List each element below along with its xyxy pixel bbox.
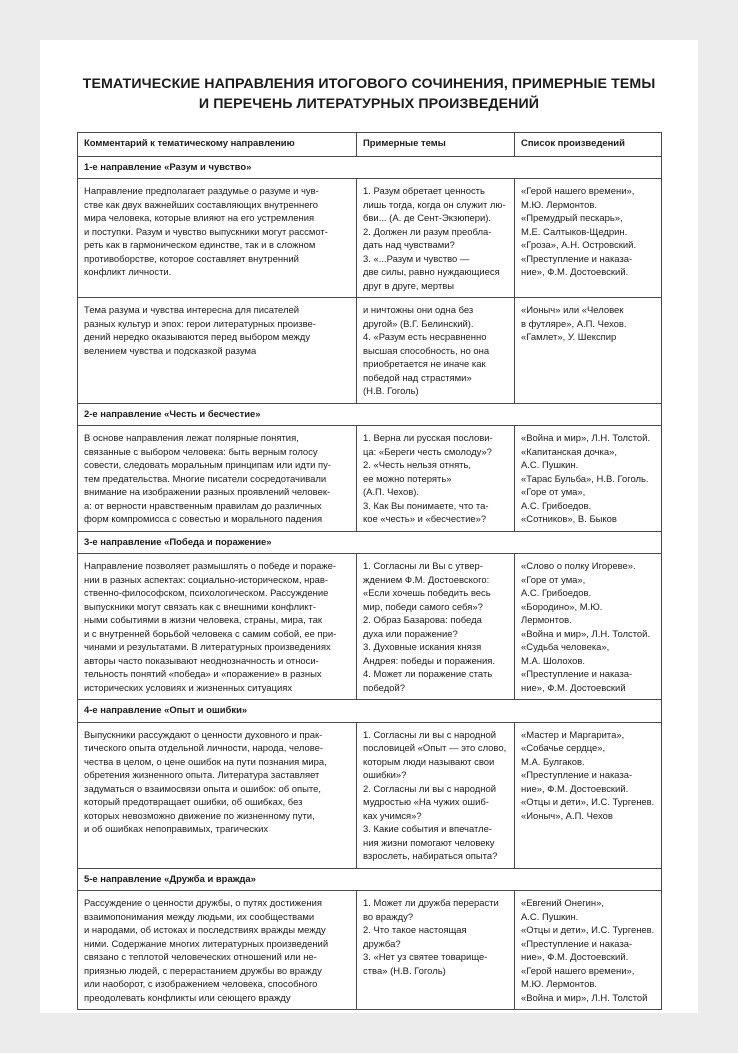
works-cell: «Мастер и Маргарита», «Собачье сердце», М.А. Булгаков. «Преступление и наказа- ние», Ф.М. Достоевский. «Отцы и дети», И.С. Тургенев. «Ионыч», А.П. Чехов: [515, 722, 662, 868]
topics-cell: 1. Верна ли русская послови- ца: «Береги честь смолоду»? 2. «Честь нельзя отнять, ее можно потерять» (А.П. Чехов). 3. Как Вы понимаете, что та- кое «честь» и «бесчестие»?: [357, 426, 515, 532]
section-title: 1-е направление «Разум и чувство»: [78, 156, 662, 179]
works-cell: «Герой нашего времени», М.Ю. Лермонтов. «Премудрый пескарь», М.Е. Салтыков-Щедрин. «Гроза», А.Н. Островский. «Преступление и наказа- ние», Ф.М. Достоевский.: [515, 179, 662, 298]
topics-cell: и ничтожны они одна без другой» (В.Г. Белинский). 4. «Разум есть несравненно высшая способность, но она приобретается не иначе как победой над страстями» (Н.В. Гоголь): [357, 298, 515, 404]
title-line-1: ТЕМАТИЧЕСКИЕ НАПРАВЛЕНИЯ ИТОГОВОГО СОЧИНЕНИЯ, ПРИМЕРНЫЕ ТЕМЫ: [82, 76, 656, 92]
comment-cell: Рассуждение о ценности дружбы, о путях достижения взаимопонимания между людьми, их сообществами и народами, об истоках и последствиях вражды между ними. Содержание многих литературных произведений связано с теплотой человеческих отношений или не- приязнью людей, с перерастанием дружбы во вражду или наоборот, с изображением человека, способного преодолевать конфликты или сеющего вражду: [78, 891, 357, 1010]
document-page: [40, 40, 698, 1013]
works-cell: «Слово о полку Игореве». «Горе от ума», А.С. Грибоедов. «Бородино», М.Ю. Лермонтов. «Война и мир», Л.Н. Толстой. «Судьба человека», М.А. Шолохов. «Преступление и наказа- ние», Ф.М. Достоевский: [515, 554, 662, 700]
topics-cell: 1. Может ли дружба перерасти во вражду? 2. Что такое настоящая дружба? 3. «Нет уз святее товарище- ства» (Н.В. Гоголь): [357, 891, 515, 1010]
title-line-2: И ПЕРЕЧЕНЬ ЛИТЕРАТУРНЫХ ПРОИЗВЕДЕНИЙ: [198, 96, 540, 112]
comment-cell: Выпускники рассуждают о ценности духовного и прак- тического опыта отдельной личности, народа, челове- чества в целом, о цене ошибок на пути познания мира, обретения жизненного опыта. Литература заставляет задуматься о взаимосвязи опыта и ошибок: об опыте, который предотвращает ошибки, об ошибках, без которых невозможно движение по жизненному пути, и об ошибках непоправимых, трагических: [78, 722, 357, 868]
topics-cell: 1. Согласны ли Вы с утвер- ждением Ф.М. Достоевского: «Если хочешь победить весь мир, победи самого себя»? 2. Образ Базарова: победа духа или поражение? 3. Духовные искания князя Андрея: победы и поражения. 4. Может ли поражение стать победой?: [357, 554, 515, 700]
table-row: [78, 554, 662, 700]
page-title: [40, 74, 698, 114]
works-cell: «Евгений Онегин», А.С. Пушкин. «Отцы и дети», И.С. Тургенев. «Преступление и наказа- ние», Ф.М. Достоевский. «Герой нашего времени», М.Ю. Лермонтов. «Война и мир», Л.Н. Толстой: [515, 891, 662, 1010]
section-title-row: [78, 403, 662, 426]
table-row: [78, 298, 662, 404]
table-row: [78, 426, 662, 532]
section-title-row: [78, 531, 662, 554]
table-row: [78, 891, 662, 1010]
works-cell: «Война и мир», Л.Н. Толстой. «Капитанская дочка», А.С. Пушкин. «Тарас Бульба», Н.В. Гоголь. «Горе от ума», А.С. Грибоедов. «Сотников», В. Быков: [515, 426, 662, 532]
topics-table: [77, 132, 662, 1010]
table-header-row: [78, 133, 662, 157]
comment-cell: Тема разума и чувства интересна для писателей разных культур и эпох: герои литературных произве- дений нередко оказываются перед выбором между велением чувства и подсказкой разума: [78, 298, 357, 404]
section-title: 4-е направление «Опыт и ошибки»: [78, 700, 662, 723]
comment-cell: Направление предполагает раздумье о разуме и чув- стве как двух важнейших составляющих внутреннего мира человека, которые влияют на его устремления и поступки. Разум и чувство выпускники могут рассмот- реть как в гармоническом единстве, так и в сложном противоборстве, которое составляет внутренний конфликт личности.: [78, 179, 357, 298]
works-cell: «Ионыч» или «Человек в футляре», А.П. Чехов. «Гамлет», У. Шекспир: [515, 298, 662, 404]
table-row: [78, 722, 662, 868]
topics-cell: 1. Согласны ли вы с народной пословицей «Опыт — это слово, которым люди называют свои ошибки»? 2. Согласны ли вы с народной мудростью «На чужих ошиб- ках учимся»? 3. Какие события и впечатле- ния жизни помогают человеку взрослеть, набираться опыта?: [357, 722, 515, 868]
table-row: [78, 179, 662, 298]
section-title-row: [78, 868, 662, 891]
header-topics: Примерные темы: [357, 133, 515, 157]
header-comment: Комментарий к тематическому направлению: [78, 133, 357, 157]
comment-cell: Направление позволяет размышлять о победе и пораже- нии в разных аспектах: социально-историческом, нрав- ственно-философском, психологическом. Рассуждение выпускники могут связать как с внешними конфликт- ными событиями в жизни человека, страны, мира, так и с внутренней борьбой человека с самим собой, ее при- чинами и результатами. В литературных произведениях авторы часто показывают неоднозначность и относи- тельность понятий «победа» и «поражение» в разных исторических условиях и жизненных ситуациях: [78, 554, 357, 700]
section-title: 5-е направление «Дружба и вражда»: [78, 868, 662, 891]
topics-cell: 1. Разум обретает ценность лишь тогда, когда он служит лю- бви... (А. де Сент-Экзюпери). 2. Должен ли разум преобла- дать над чувствами? 3. «...Разум и чувство — две силы, равно нуждающиеся друг в друге, мертвы: [357, 179, 515, 298]
section-title-row: [78, 156, 662, 179]
comment-cell: В основе направления лежат полярные понятия, связанные с выбором человека: быть верным голосу совести, следовать моральным принципам или идти пу- тем предательства. Многие писатели сосредотачивали внимание на изображении разных проявлений человек- а: от верности нравственным правилам до различных форм компромисса с совестью и морального падения: [78, 426, 357, 532]
section-title-row: [78, 700, 662, 723]
section-title: 2-е направление «Честь и бесчестие»: [78, 403, 662, 426]
header-works: Список произведений: [515, 133, 662, 157]
section-title: 3-е направление «Победа и поражение»: [78, 531, 662, 554]
